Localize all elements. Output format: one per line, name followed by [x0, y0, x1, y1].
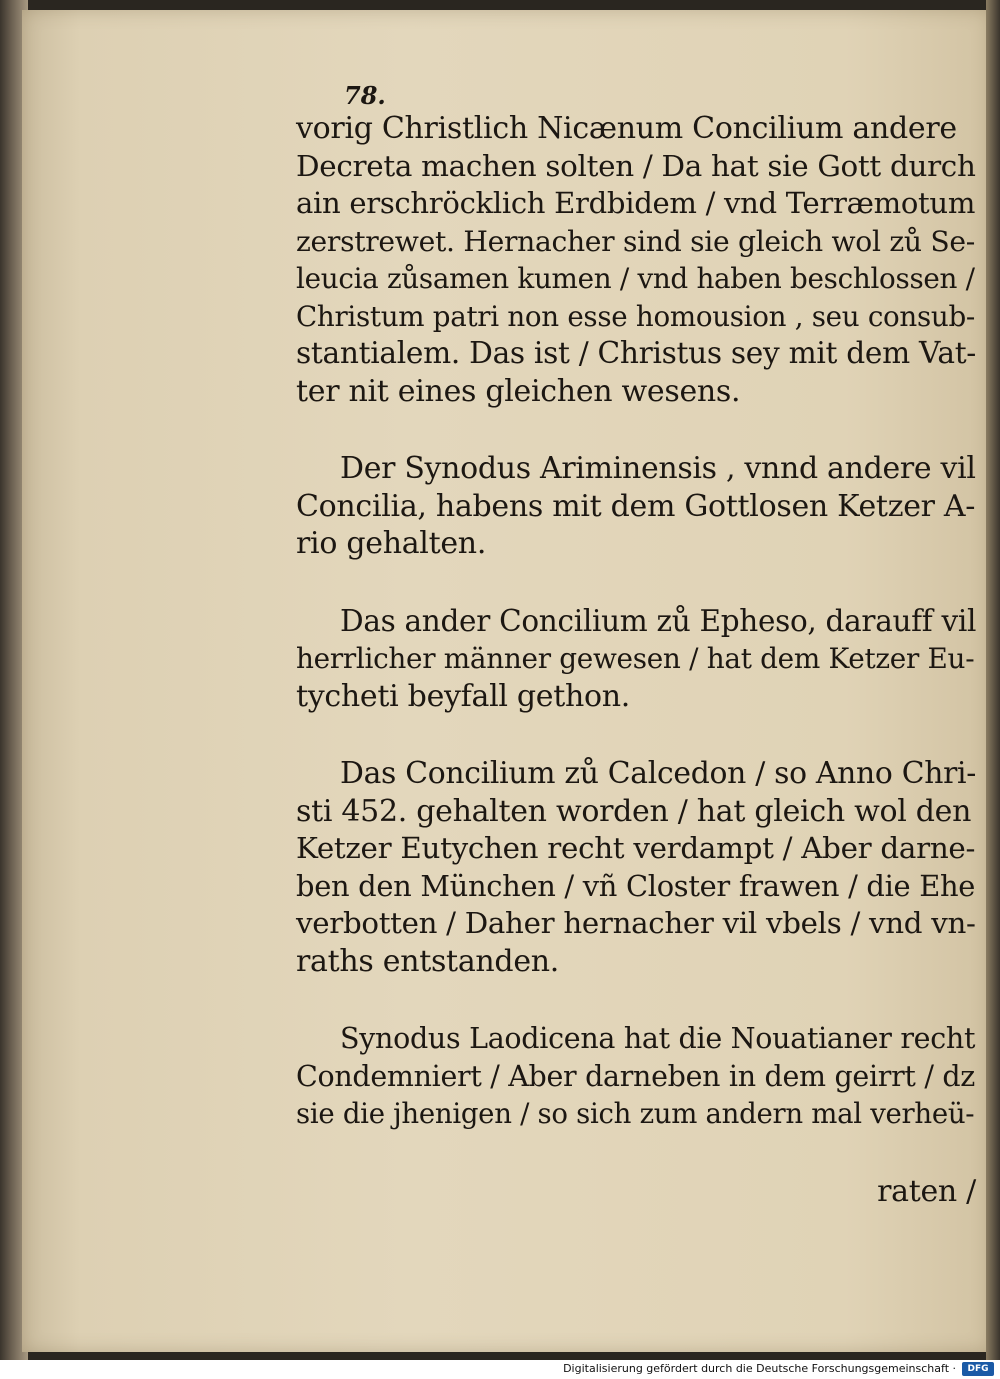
text-line: stantialem. Das ist / Christus sey mit dem Vat-: [296, 336, 977, 370]
text-line: ben den München / vñ Closter frawen / die Ehe: [296, 868, 976, 903]
dfg-logo[interactable]: DFG: [962, 1362, 994, 1376]
paragraph: [296, 755, 976, 980]
text-line: leucia zůsamen kumen / vnd haben beschlossen /: [296, 262, 975, 295]
text-line: zerstrewet. Hernacher sind sie gleich wol zů Se-: [296, 224, 975, 258]
page-text: [296, 82, 976, 1210]
text-line: Ketzer Eutychen recht verdampt / Aber darne-: [296, 831, 976, 865]
text-line: tycheti beyfall gethon.: [296, 678, 631, 714]
text-line: ain erschröcklich Erdbidem / vnd Terræmotum: [296, 186, 976, 220]
text-line: Synodus Laodicena hat die Nouatianer recht: [340, 1022, 976, 1055]
paragraph: [296, 110, 976, 410]
text-line: verbotten / Daher hernacher vil vbels / vnd vn-: [296, 906, 976, 940]
paragraph: [296, 603, 976, 716]
text-line: sie die jhenigen / so sich zum andern mal verheü-: [296, 1097, 975, 1130]
book-edge-right: [986, 0, 1000, 1360]
paragraph: [296, 1020, 976, 1133]
text-line: ter nit eines gleichen wesens.: [296, 373, 741, 409]
text-line: Das Concilium zů Calcedon / so Anno Chri-: [340, 756, 977, 791]
text-line: Christum patri non esse homousion , seu consub-: [296, 299, 975, 333]
text-line: sti 452. gehalten worden / hat gleich wol den: [296, 793, 972, 829]
text-line: raths entstanden.: [296, 943, 560, 979]
text-line: rio gehalten.: [296, 526, 487, 561]
footer-bar: [0, 1360, 1000, 1379]
paragraph-list: [296, 110, 976, 1133]
text-line: herrlicher männer gewesen / hat dem Ketzer Eu-: [296, 642, 975, 675]
paragraph: [296, 450, 976, 563]
funding-credit: Digitalisierung gefördert durch die Deutsche Forschungsgemeinschaft ·: [563, 1362, 956, 1375]
page-number: 78.: [344, 81, 386, 110]
text-line: Decreta machen solten / Da hat sie Gott durch: [296, 148, 976, 183]
text-line: Der Synodus Ariminensis , vnnd andere vil: [340, 451, 976, 486]
text-line: vorig Christlich Nicænum Concilium andere: [296, 111, 957, 146]
text-line: Concilia, habens mit dem Gottlosen Ketzer A-: [296, 488, 976, 524]
text-line: Das ander Concilium zů Epheso, darauff vil: [340, 603, 977, 638]
text-line: Condemniert / Aber darneben in dem geirrt / dz: [296, 1059, 976, 1093]
catchword: raten /: [877, 1173, 976, 1209]
